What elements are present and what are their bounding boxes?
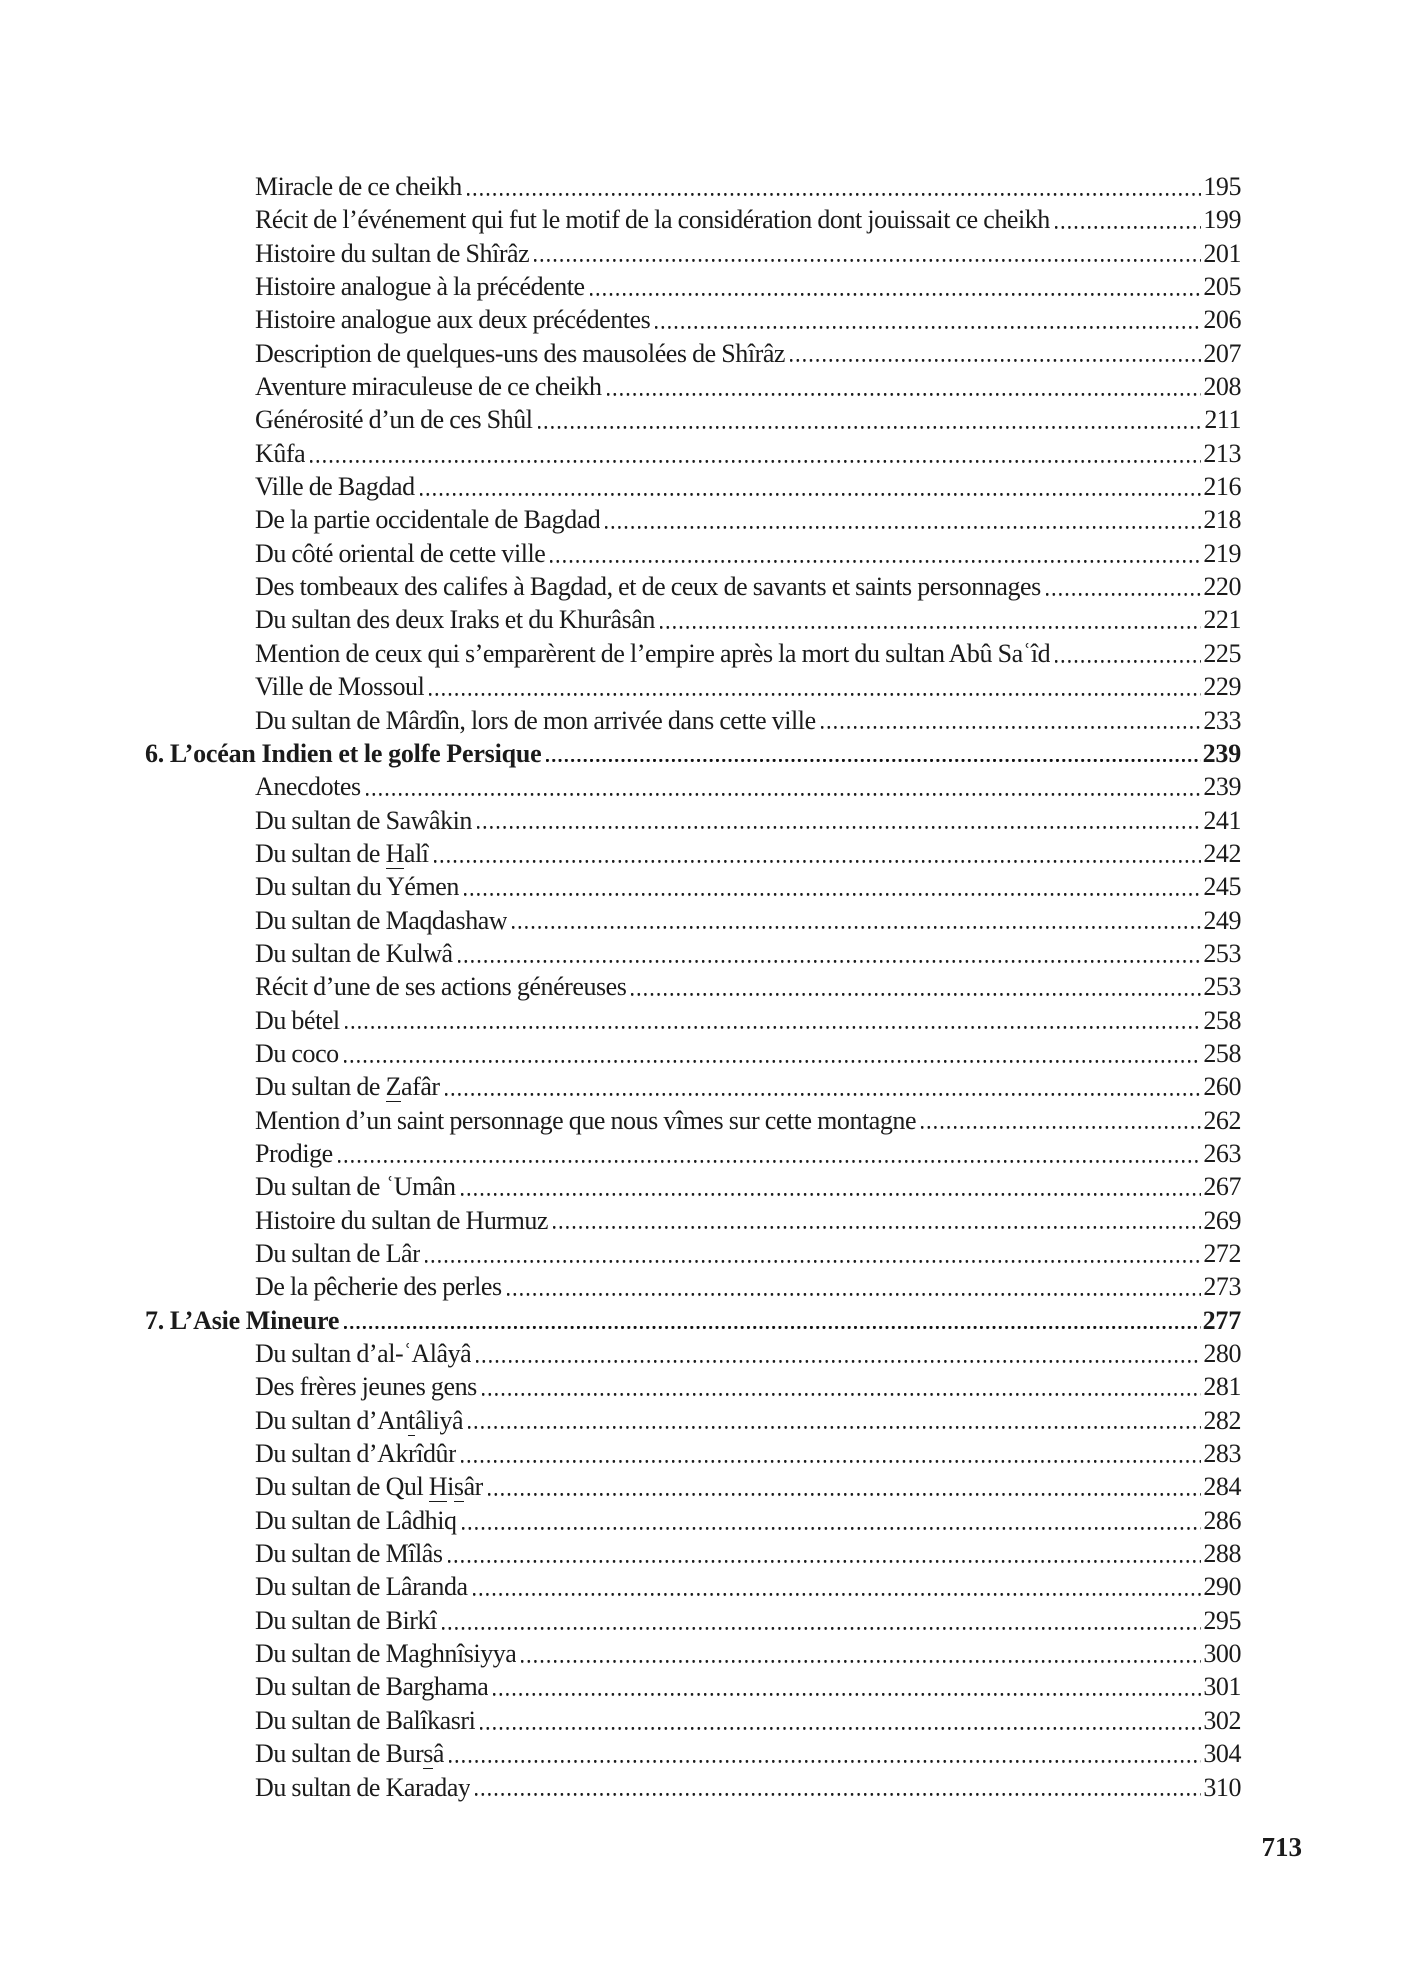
toc-section-row [145, 1304, 1241, 1337]
toc-entry-row [145, 970, 1241, 1003]
toc-page-number: 282 [1203, 1405, 1241, 1435]
toc-entry-label: Des tombeaux des califes à Bagdad, et de ceux de savants et saints personnages [255, 572, 1041, 602]
toc-entry-label: Du sultan de Balîkasri [255, 1705, 476, 1735]
toc-page-number: 211 [1204, 405, 1241, 435]
toc-page-number: 301 [1203, 1672, 1241, 1702]
dot-leader [538, 403, 1203, 436]
dot-leader [445, 1070, 1202, 1103]
toc-entry-row [145, 1537, 1241, 1570]
toc-entry-label: Du sultan de Qul Hisâr [255, 1472, 483, 1502]
toc-page-number: 221 [1203, 605, 1241, 635]
dot-leader [921, 1104, 1201, 1137]
toc-page-number: 260 [1203, 1072, 1241, 1102]
toc-entry-row [145, 704, 1241, 737]
dot-leader [420, 470, 1202, 503]
toc-entry-label: Du sultan du Yémen [255, 872, 459, 902]
toc-section-row [145, 737, 1241, 770]
underlined-letter: H [428, 1472, 448, 1502]
toc-page-number: 300 [1203, 1639, 1241, 1669]
underlined-letter: Z [385, 1072, 402, 1102]
toc-entry-label: Du sultan de Maqdashaw [255, 905, 508, 935]
toc-entry-row [145, 1104, 1241, 1137]
toc-page-number: 281 [1203, 1372, 1241, 1402]
toc-page-number: 310 [1203, 1772, 1241, 1802]
dot-leader [344, 1304, 1200, 1337]
toc-page-number: 195 [1203, 172, 1241, 201]
dot-leader [476, 1337, 1201, 1370]
toc-page-number: 239 [1203, 772, 1241, 802]
toc-entry-row [145, 1437, 1241, 1470]
dot-leader [488, 1470, 1201, 1503]
toc-entry-row [145, 503, 1241, 536]
toc-page-number: 290 [1203, 1572, 1241, 1602]
toc-entry-row [145, 1670, 1241, 1703]
toc-page-number: 220 [1203, 572, 1241, 602]
toc-entry-label: Histoire du sultan de Hurmuz [255, 1205, 549, 1235]
toc-page-number: 225 [1203, 638, 1241, 668]
toc-entry-row [145, 1470, 1241, 1503]
toc-page-number: 242 [1203, 838, 1241, 868]
toc-entry-row [145, 570, 1241, 603]
toc-page-number: 280 [1203, 1339, 1241, 1369]
dot-leader [344, 1037, 1202, 1070]
toc-entry-label: Du sultan de Karaday [255, 1772, 471, 1802]
toc-page-number: 245 [1203, 872, 1241, 902]
toc-entry-row [145, 1737, 1241, 1770]
toc-entry-row [145, 1404, 1241, 1437]
dot-leader [534, 237, 1201, 270]
toc-page-number: 201 [1203, 238, 1241, 268]
toc-entry-row [145, 1037, 1241, 1070]
dot-leader [550, 537, 1201, 570]
toc-page-number: 199 [1203, 205, 1241, 235]
toc-entry-label: Du sultan de Lâdhiq [255, 1505, 457, 1535]
toc-entry-row [145, 303, 1241, 336]
toc-entry-row [145, 370, 1241, 403]
toc-entry-label: Du sultan de Lâranda [255, 1572, 468, 1602]
dot-leader [429, 670, 1201, 703]
dot-leader [473, 1570, 1202, 1603]
toc-entry-label: Du bétel [255, 1005, 340, 1035]
toc-entry-label: Du sultan de Kulwâ [255, 938, 453, 968]
toc-page-number: 302 [1203, 1705, 1241, 1735]
toc-entry-row [145, 937, 1241, 970]
toc-entry-label: Description de quelques-uns des mausolées de Shîrâz [255, 338, 786, 368]
toc-page-number: 239 [1202, 738, 1241, 768]
toc-entry-label: De la partie occidentale de Bagdad [255, 505, 601, 535]
toc-page-number: 269 [1203, 1205, 1241, 1235]
toc-entry-label: Du sultan d’al-ʿAlâyâ [255, 1339, 472, 1369]
toc-entry-row [145, 270, 1241, 303]
underlined-letter: s [423, 1739, 433, 1769]
toc-page-number: 263 [1203, 1138, 1241, 1168]
toc-entry-label: Kûfa [255, 438, 306, 468]
dot-leader [310, 437, 1201, 470]
footer-page-number: 713 [1261, 1832, 1302, 1862]
toc-entry-label: Du coco [255, 1038, 339, 1068]
toc-entry-label: Du sultan des deux Iraks et du Khurâsân [255, 605, 655, 635]
dot-leader [475, 1771, 1201, 1804]
toc-entry-label: Du sultan de Barghama [255, 1672, 489, 1702]
toc-entry-label: Du sultan de Sawâkin [255, 805, 472, 835]
toc-entry-row [145, 1504, 1241, 1537]
toc-entry-label: De la pêcherie des perles [255, 1272, 502, 1302]
toc-page-number: 258 [1203, 1038, 1241, 1068]
toc-entry-row [145, 804, 1241, 837]
toc-page-number: 205 [1203, 272, 1241, 302]
dot-leader [458, 937, 1202, 970]
toc-entry-label: Du sultan de ʿUmân [255, 1172, 456, 1202]
toc-entry-row [145, 1704, 1241, 1737]
toc-page-number: 207 [1203, 338, 1241, 368]
toc-entry-row [145, 203, 1241, 236]
toc-page-number: 233 [1203, 705, 1241, 735]
dot-leader [790, 337, 1201, 370]
toc-entry-row [145, 537, 1241, 570]
dot-leader [1055, 637, 1201, 670]
dot-leader [605, 503, 1201, 536]
toc-entry-label: Récit d’une de ses actions généreuses [255, 972, 627, 1002]
toc-entry-label: Mention de ceux qui s’emparèrent de l’empire après la mort du sultan Abû Saʿîd [255, 638, 1051, 668]
toc [145, 170, 1241, 1804]
toc-entry-label: Histoire analogue à la précédente [255, 272, 585, 302]
dot-leader [631, 970, 1201, 1003]
toc-entry-row [145, 337, 1241, 370]
toc-entry-label: Anecdotes [255, 772, 361, 802]
toc-page-number: 241 [1203, 805, 1241, 835]
dot-leader [366, 770, 1202, 803]
toc-entry-row [145, 770, 1241, 803]
underlined-letter: t [408, 1405, 415, 1435]
toc-page-number: 249 [1203, 905, 1241, 935]
dot-leader [434, 837, 1202, 870]
toc-entry-label: Du sultan de Lâr [255, 1239, 421, 1268]
toc-entry-label: Du sultan de Mîlâs [255, 1539, 443, 1569]
toc-entry-label: Du sultan de Mârdîn, lors de mon arrivée dans cette ville [255, 705, 816, 735]
toc-entry-row [145, 1270, 1241, 1303]
toc-entry-label: Du sultan de Halî [255, 838, 429, 868]
toc-page-number: 216 [1203, 472, 1241, 502]
dot-leader [507, 1270, 1202, 1303]
toc-entry-label: Du sultan de Birkî [255, 1605, 437, 1635]
toc-page-number: 283 [1203, 1439, 1241, 1469]
dot-leader [338, 1137, 1202, 1170]
dot-leader [660, 603, 1201, 636]
toc-entry-row [145, 603, 1241, 636]
underlined-letter: s [453, 1472, 464, 1502]
toc-entry-label: Miracle de ce cheikh [255, 172, 462, 201]
dot-leader [493, 1670, 1201, 1703]
toc-entry-row [145, 870, 1241, 903]
toc-entry-label: Du sultan de Zafâr [255, 1072, 440, 1102]
dot-leader [345, 1004, 1202, 1037]
toc-entry-label: Du sultan de Maghnîsiyya [255, 1639, 517, 1669]
toc-entry-label: Aventure miraculeuse de ce cheikh [255, 372, 602, 402]
dot-leader [821, 704, 1202, 737]
dot-leader [448, 1537, 1202, 1570]
dot-leader [461, 1170, 1202, 1203]
toc-entry-row [145, 1337, 1241, 1370]
toc-page-number: 304 [1203, 1739, 1241, 1769]
dot-leader [449, 1737, 1201, 1770]
dot-leader [477, 804, 1201, 837]
toc-entry-row [145, 904, 1241, 937]
toc-page-number: 277 [1202, 1305, 1241, 1335]
toc-page-number: 213 [1203, 438, 1241, 468]
toc-entry-row [145, 1070, 1241, 1103]
underlined-letter: H [385, 838, 404, 868]
dot-leader [1055, 203, 1201, 236]
dot-leader [607, 370, 1202, 403]
dot-leader [553, 1204, 1201, 1237]
toc-entry-row [145, 1370, 1241, 1403]
toc-section-label: 6. L’océan Indien et le golfe Persique [145, 738, 542, 768]
dot-leader [1046, 570, 1202, 603]
toc-entry-label: Récit de l’événement qui fut le motif de la considération dont jouissait ce cheikh [255, 205, 1050, 235]
toc-page-number: 218 [1203, 505, 1241, 535]
toc-entry-row [145, 170, 1241, 203]
dot-leader [461, 1437, 1201, 1470]
toc-entry-label: Du sultan d’Antâliyâ [255, 1405, 464, 1435]
toc-entry-label: Du côté oriental de cette ville [255, 538, 546, 568]
toc-entry-label: Ville de Bagdad [255, 472, 415, 502]
dot-leader [442, 1604, 1202, 1637]
toc-entry-row [145, 837, 1241, 870]
toc-page-number: 286 [1203, 1505, 1241, 1535]
toc-entry-row [145, 670, 1241, 703]
toc-page-number: 267 [1203, 1172, 1241, 1202]
toc-page-number: 253 [1203, 972, 1241, 1002]
toc-page-number: 206 [1203, 305, 1241, 335]
toc-entry-row [145, 637, 1241, 670]
toc-page-number: 219 [1203, 538, 1241, 568]
toc-entry-row [145, 1137, 1241, 1170]
toc-entry-row [145, 470, 1241, 503]
toc-entry-label: Du sultan de Bursâ [255, 1739, 444, 1769]
toc-entry-row [145, 1570, 1241, 1603]
toc-page-number: 258 [1203, 1005, 1241, 1035]
toc-entry-row [145, 1237, 1241, 1270]
toc-page-number: 262 [1203, 1105, 1241, 1135]
toc-entry-row [145, 1170, 1241, 1203]
toc-entry-label: Histoire du sultan de Shîrâz [255, 238, 530, 268]
toc-entry-row [145, 1771, 1241, 1804]
toc-entry-label: Générosité d’un de ces Shûl [255, 405, 533, 435]
toc-entry-row [145, 1004, 1241, 1037]
toc-entry-label: Des frères jeunes gens [255, 1372, 477, 1402]
toc-section-label: 7. L’Asie Mineure [145, 1305, 340, 1335]
dot-leader [467, 170, 1202, 203]
toc-page-number: 284 [1203, 1472, 1241, 1502]
dot-leader [468, 1404, 1201, 1437]
dot-leader [512, 904, 1201, 937]
toc-page-number: 253 [1203, 938, 1241, 968]
dot-leader [655, 303, 1201, 336]
toc-entry-row [145, 237, 1241, 270]
dot-leader [480, 1704, 1201, 1737]
toc-entry-row [145, 437, 1241, 470]
toc-entry-label: Mention d’un saint personnage que nous vîmes sur cette montagne [255, 1105, 917, 1135]
toc-entry-row [145, 1637, 1241, 1670]
toc-entry-label: Prodige [255, 1138, 333, 1168]
dot-leader [590, 270, 1202, 303]
dot-leader [462, 1504, 1202, 1537]
toc-entry-label: Histoire analogue aux deux précédentes [255, 305, 651, 335]
toc-page-number: 295 [1203, 1605, 1241, 1635]
dot-leader [464, 870, 1201, 903]
toc-entry-label: Ville de Mossoul [255, 672, 425, 702]
toc-page-number: 288 [1203, 1539, 1241, 1569]
dot-leader [425, 1237, 1201, 1270]
dot-leader [482, 1370, 1202, 1403]
dot-leader [546, 737, 1200, 770]
toc-entry-row [145, 1604, 1241, 1637]
toc-page-number: 273 [1203, 1272, 1241, 1302]
toc-entry-label: Du sultan d’Akrîdûr [255, 1439, 457, 1469]
toc-page-number: 229 [1203, 672, 1241, 702]
toc-entry-row [145, 1204, 1241, 1237]
dot-leader [521, 1637, 1201, 1670]
toc-entry-row [145, 403, 1241, 436]
toc-page-number: 208 [1203, 372, 1241, 402]
toc-page-number: 272 [1203, 1239, 1241, 1268]
